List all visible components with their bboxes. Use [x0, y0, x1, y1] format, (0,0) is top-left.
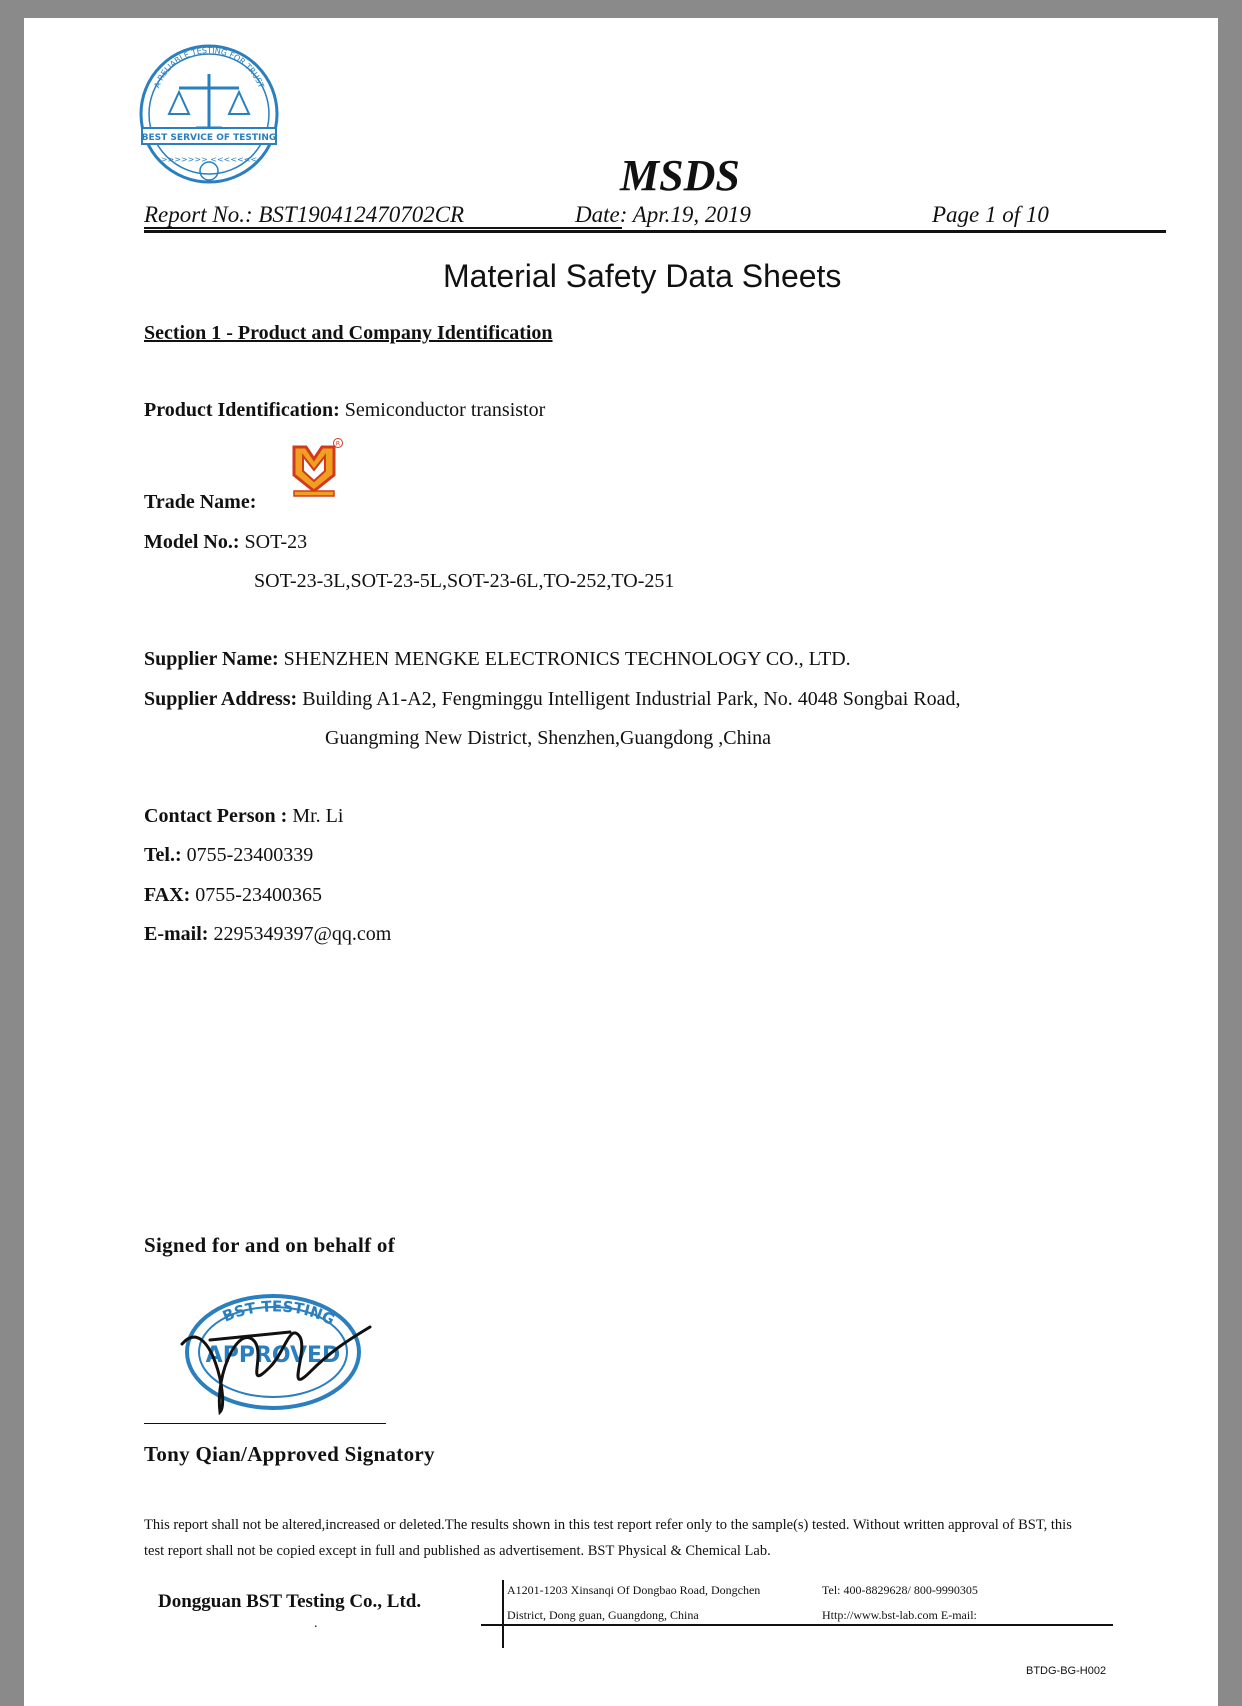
signature-line: [144, 1423, 386, 1424]
supplier-label: Supplier Name:: [144, 648, 279, 670]
lab-company-name: Dongguan BST Testing Co., Ltd.: [158, 1591, 422, 1612]
model-number: [144, 531, 307, 554]
lab-telephone: Tel: 400-8829628/ 800-9990305: [822, 1583, 978, 1597]
trade-name-logo: [290, 437, 344, 499]
product-value: Semiconductor transistor: [339, 399, 546, 421]
header-underline: [144, 227, 622, 229]
header-rule: [144, 230, 1166, 233]
approved-stamp: [170, 1282, 385, 1420]
section-1-title: Section 1 - Product and Company Identification: [144, 322, 553, 344]
svg-text:BEST SERVICE OF TESTING: BEST SERVICE OF TESTING: [141, 133, 277, 143]
supplier-name: [144, 648, 851, 671]
address-label: Supplier Address:: [144, 688, 298, 710]
svg-text:APPROVED: APPROVED: [205, 1343, 341, 1368]
fax: [144, 884, 322, 907]
footer-rule: [481, 1624, 1113, 1626]
footer-dot: .: [314, 1616, 318, 1631]
svg-text:BST TESTING: BST TESTING: [220, 1297, 338, 1329]
product-identification: [144, 399, 545, 422]
model-value: SOT-23: [239, 531, 308, 553]
lab-website: Http://www.bst-lab.com E-mail:: [822, 1608, 977, 1622]
tel-label: Tel.:: [144, 844, 182, 866]
contact-label: Contact Person :: [144, 805, 288, 827]
report-date: Date: Apr.19, 2019: [575, 202, 751, 227]
lab-address-1: A1201-1203 Xinsanqi Of Dongbao Road, Dongchen: [507, 1583, 761, 1597]
email-label: E-mail:: [144, 923, 209, 945]
svg-text:>>>>>>> <<<<<<<: >>>>>>> <<<<<<<: [160, 155, 258, 164]
fax-value: 0755-23400365: [190, 884, 322, 906]
telephone: [144, 844, 313, 867]
email-value: 2295349397@qq.com: [208, 923, 392, 945]
contact-person: [144, 805, 343, 828]
document-code: BTDG-BG-H002: [1026, 1665, 1107, 1677]
svg-text:R: R: [335, 440, 341, 448]
address-line-2: Guangming New District, Shenzhen,Guangdong ,China: [325, 727, 772, 749]
trade-name: [144, 491, 256, 514]
svg-text:A RELIABLE TESTING FOR TRUST: A RELIABLE TESTING FOR TRUST: [152, 45, 266, 90]
email: [144, 923, 391, 946]
footer-divider: [502, 1580, 504, 1648]
page-title: Material Safety Data Sheets: [443, 258, 842, 294]
report-number: Report No.: BST190412470702CR: [144, 202, 465, 227]
lab-address-2: District, Dong guan, Guangdong, China: [507, 1608, 699, 1622]
disclaimer-line-1: This report shall not be altered,increased or deleted.The results shown in this test report refer only to the sample(s) tested. Without written approval of BST, this: [144, 1517, 1072, 1533]
supplier-value: SHENZHEN MENGKE ELECTRONICS TECHNOLOGY CO., LTD.: [278, 648, 851, 670]
product-label: Product Identification:: [144, 399, 340, 421]
page-number: Page 1 of 10: [932, 202, 1049, 227]
tel-value: 0755-23400339: [181, 844, 314, 866]
address-line-1: Building A1-A2, Fengminggu Intelligent Industrial Park, No. 4048 Songbai Road,: [297, 688, 961, 710]
fax-label: FAX:: [144, 884, 191, 906]
bst-seal-logo: [134, 36, 284, 196]
disclaimer-line-2: test report shall not be copied except in full and published as advertisement. BST Physical & Chemical Lab.: [144, 1543, 771, 1559]
signatory-name: Tony Qian/Approved Signatory: [144, 1442, 435, 1466]
contact-value: Mr. Li: [287, 805, 344, 827]
model-label: Model No.:: [144, 531, 240, 553]
signed-for-text: Signed for and on behalf of: [144, 1233, 396, 1257]
supplier-address: [144, 688, 961, 711]
model-variants: SOT-23-3L,SOT-23-5L,SOT-23-6L,TO-252,TO-251: [254, 570, 675, 592]
trade-label: Trade Name:: [144, 491, 257, 513]
msds-heading: MSDS: [620, 151, 740, 200]
